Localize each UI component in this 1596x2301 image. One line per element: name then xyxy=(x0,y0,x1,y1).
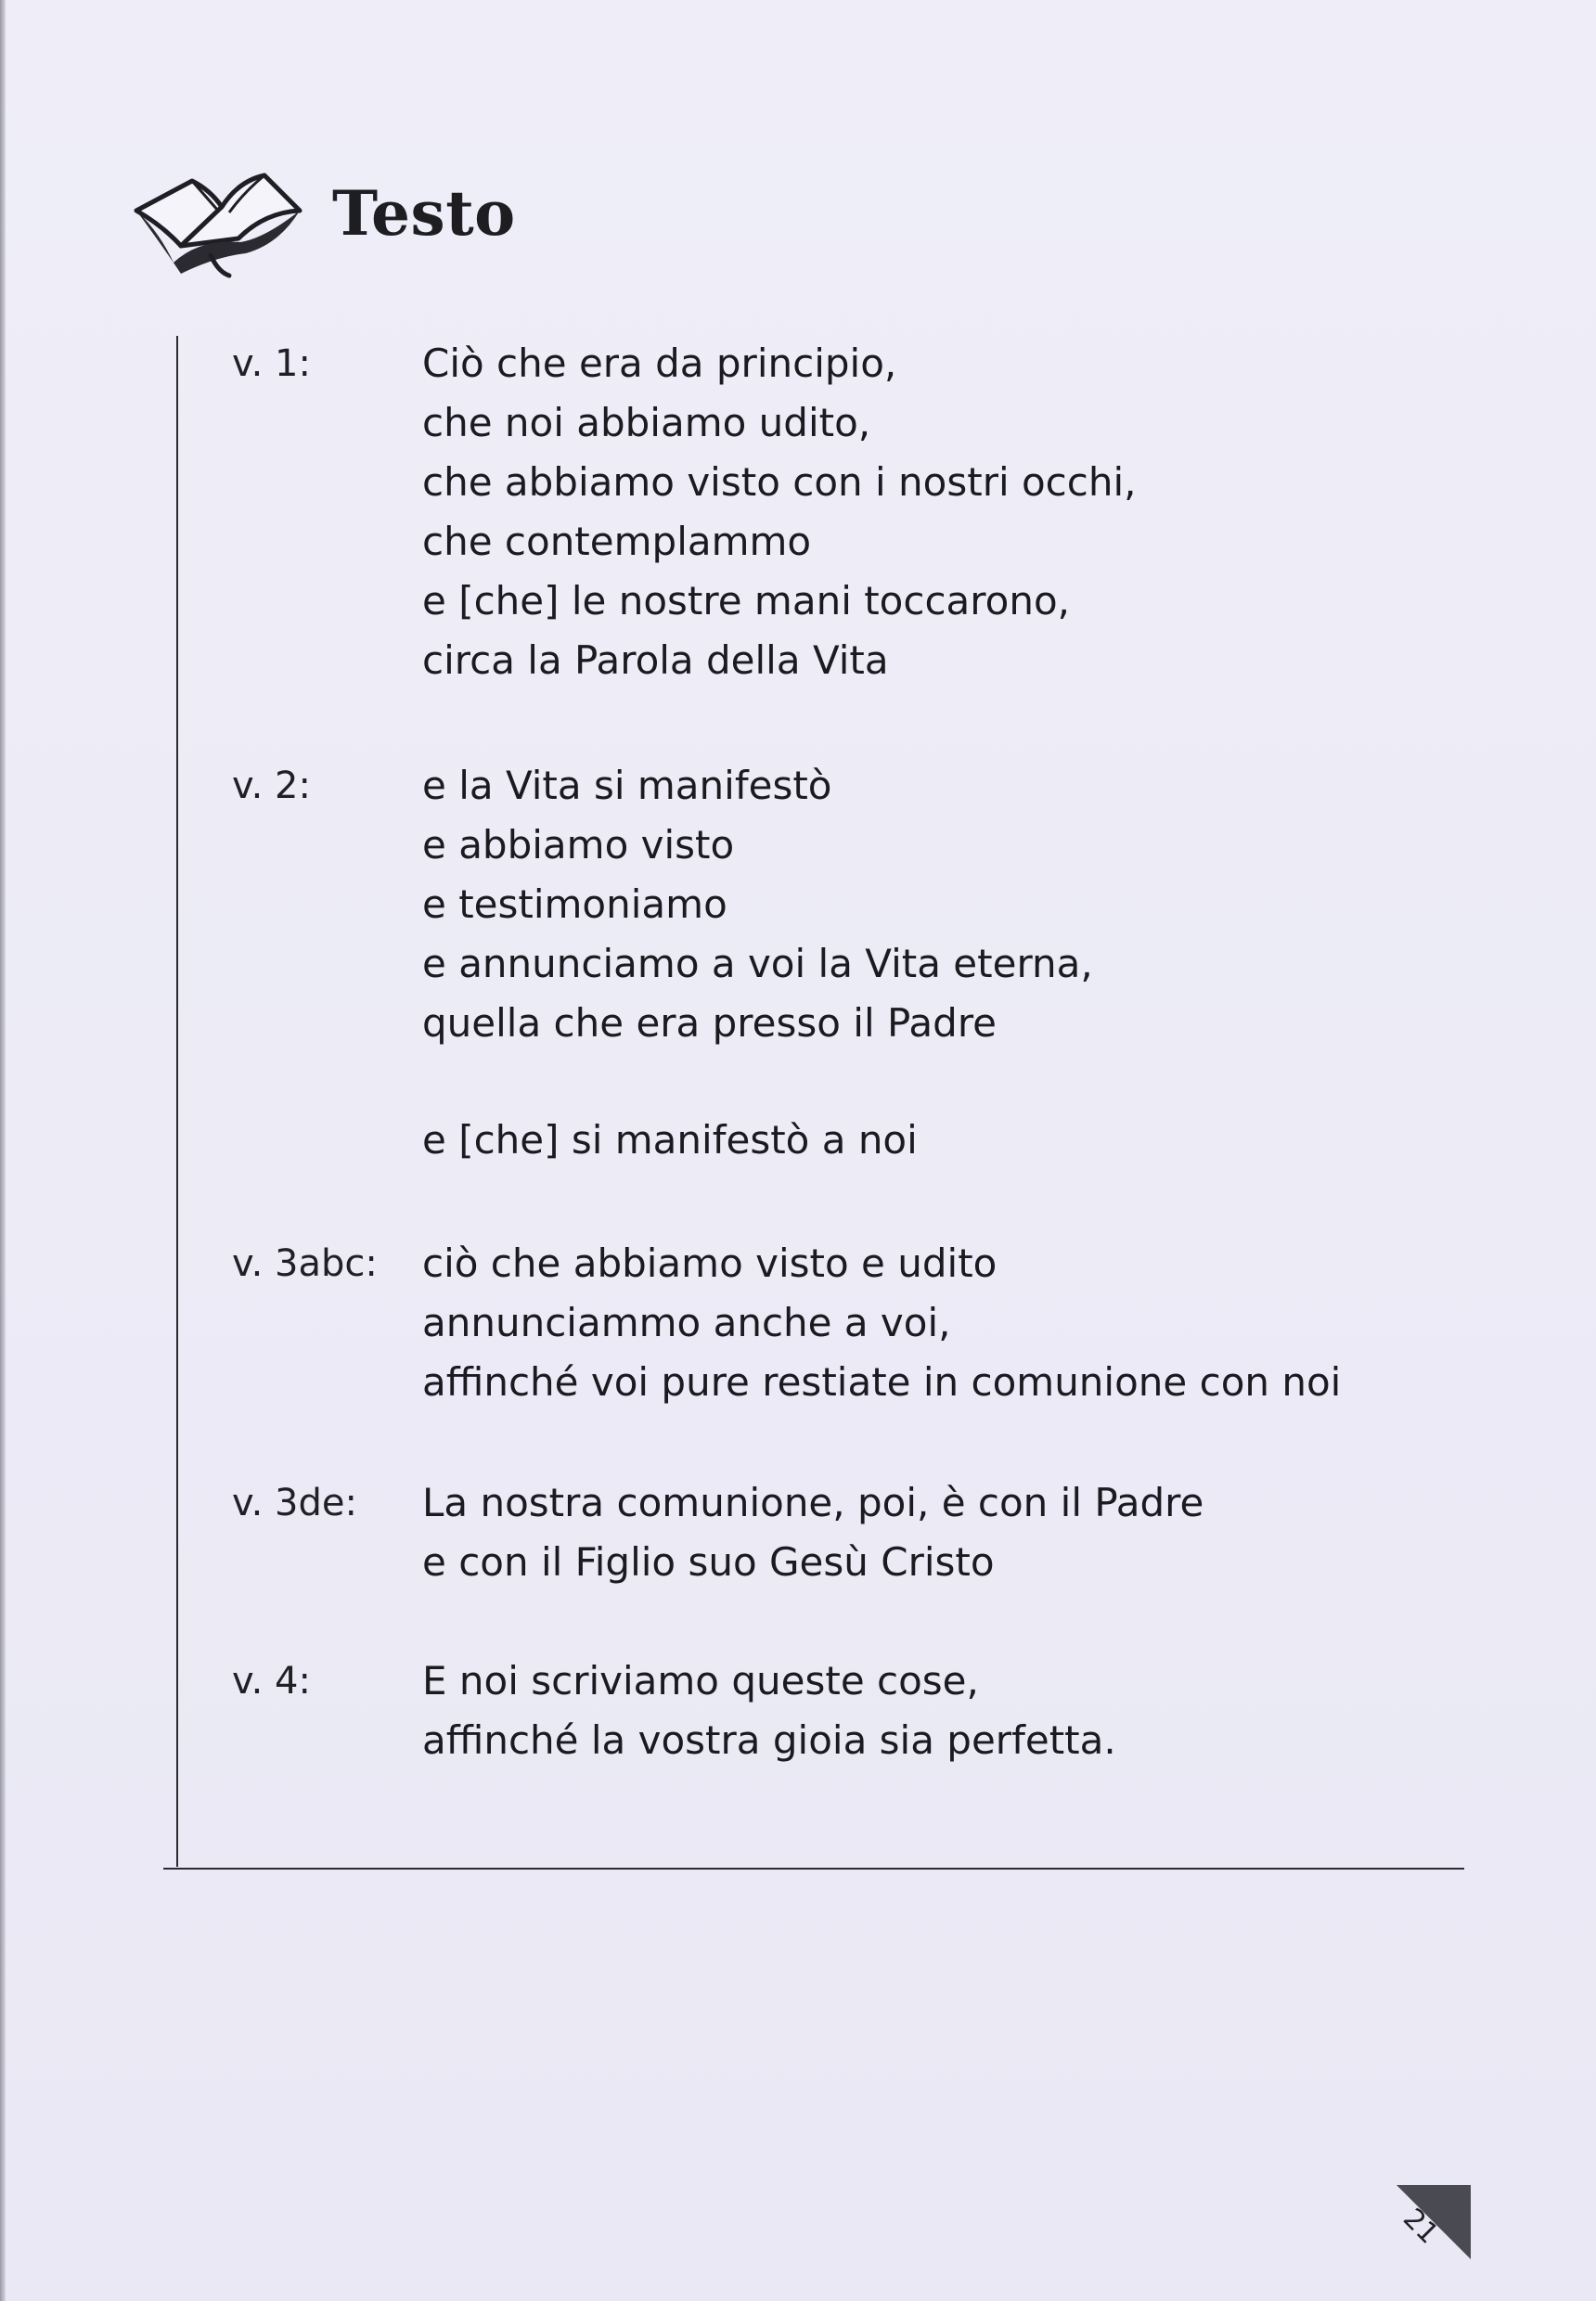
page-number: 21 xyxy=(1396,2202,1445,2251)
verse-line: quella che era presso il Padre xyxy=(422,1000,998,1046)
verse-line: e [che] le nostre mani toccarono, xyxy=(422,578,1071,623)
verse-line: che noi abbiamo udito, xyxy=(422,400,871,445)
verse-text xyxy=(422,756,1461,1170)
verse-label: v. 3de: xyxy=(232,1482,357,1524)
verse-line: Ciò che era da principio, xyxy=(422,341,897,386)
verse-line: circa la Parola della Vita xyxy=(422,637,889,683)
verse-line: e annunciamo a voi la Vita eterna, xyxy=(422,941,1093,986)
verse-text xyxy=(422,1652,1461,1770)
frame-bottom-rule xyxy=(163,1868,1464,1870)
section-title: Testo xyxy=(332,177,516,250)
open-book-icon xyxy=(125,153,311,283)
verse-line: e la Vita si manifestò xyxy=(422,763,832,808)
verse-line: che contemplammo xyxy=(422,519,812,564)
frame-left-rule xyxy=(176,336,178,1867)
verse-line: e [che] si manifestò a noi xyxy=(422,1117,918,1163)
verse-text xyxy=(422,1234,1461,1412)
verse-line: e con il Figlio suo Gesù Cristo xyxy=(422,1539,995,1585)
verse-label: v. 2: xyxy=(232,765,311,807)
verse-label: v. 3abc: xyxy=(232,1242,378,1285)
verse-line: annunciammo anche a voi, xyxy=(422,1300,951,1345)
verse-label: v. 4: xyxy=(232,1660,311,1703)
verse-line: che abbiamo visto con i nostri occhi, xyxy=(422,459,1137,505)
verse-line: e testimoniamo xyxy=(422,881,727,927)
verse-line: La nostra comunione, poi, è con il Padre xyxy=(422,1480,1204,1525)
verse-label: v. 1: xyxy=(232,342,311,385)
verse-line: affinché voi pure restiate in comunione con noi xyxy=(422,1359,1342,1405)
verse-line: E noi scriviamo queste cose, xyxy=(422,1658,979,1703)
verse-text xyxy=(422,1473,1461,1592)
verse-text xyxy=(422,334,1461,690)
verse-line: e abbiamo visto xyxy=(422,822,735,868)
verse-line: affinché la vostra gioia sia perfetta. xyxy=(422,1717,1116,1763)
verse-line: ciò che abbiamo visto e udito xyxy=(422,1240,998,1286)
page-edge xyxy=(0,0,6,2301)
